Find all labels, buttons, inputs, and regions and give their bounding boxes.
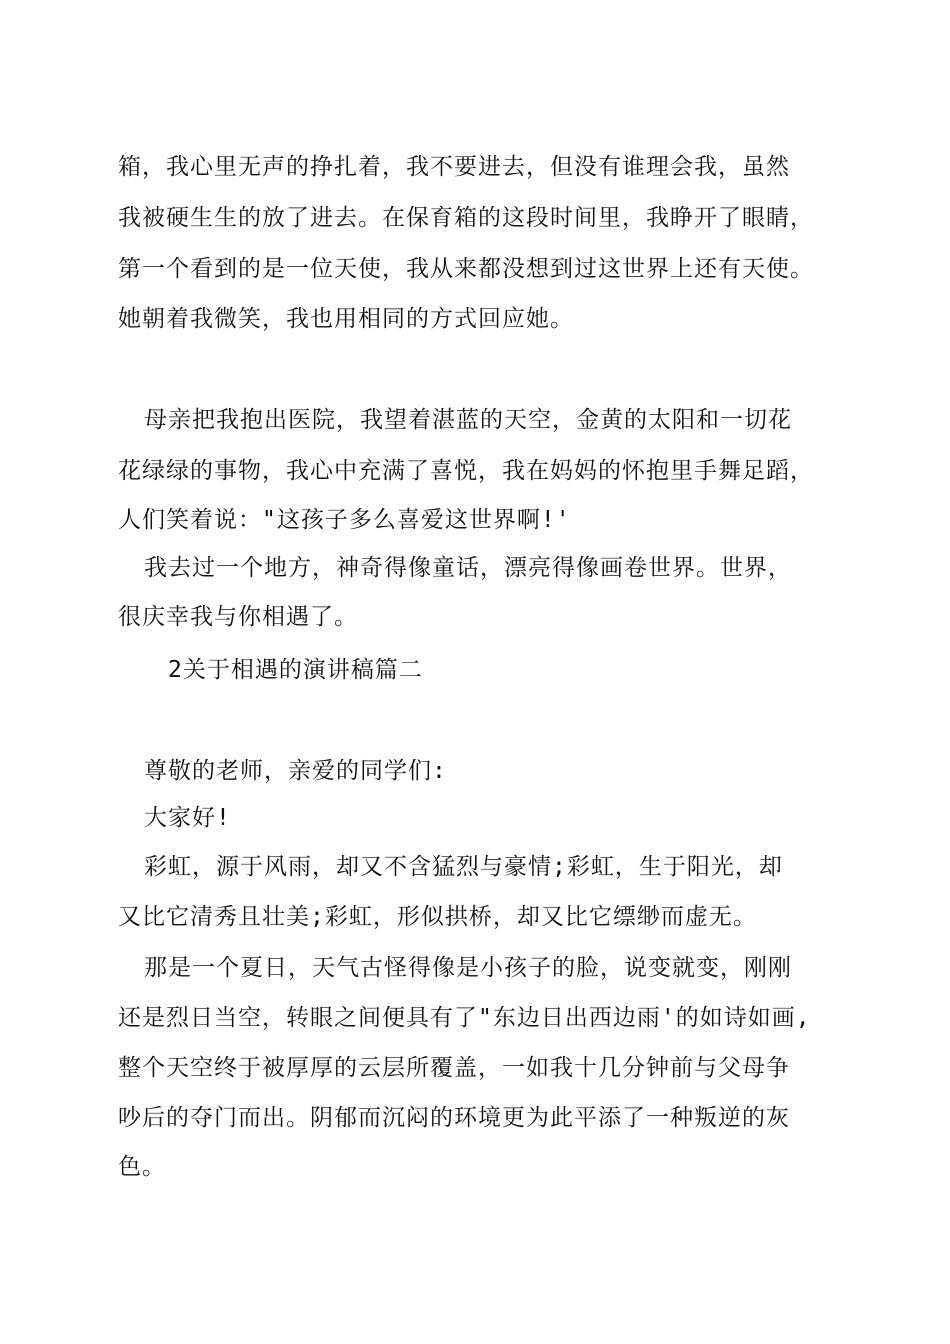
text-line: 吵后的夺门而出。阴郁而沉闷的环境更为此平添了一种叛逆的灰 [118,1105,790,1131]
text-line: 色。 [118,1154,166,1180]
text-line: 那是一个夏日，天气古怪得像是小孩子的脸，说变就变，刚刚 [144,955,792,981]
text-line: 很庆幸我与你相遇了。 [118,604,358,630]
greeting: 大家好! [144,805,231,831]
text-line: 她朝着我微笑，我也用相同的方式回应她。 [118,306,574,332]
text-line: 又比它清秀且壮美;彩虹，形似拱桥，却又比它缥缈而虚无。 [118,904,757,930]
text-line: 人们笑着说："这孩子多么喜爱这世界啊!' [118,507,571,533]
text-line: 母亲把我抱出医院，我望着湛蓝的天空，金黄的太阳和一切花 [144,407,792,433]
section-heading: 2关于相遇的演讲稿篇二 [168,657,423,683]
salutation: 尊敬的老师，亲爱的同学们: [144,758,447,784]
text-line: 箱，我心里无声的挣扎着，我不要进去，但没有谁理会我，虽然 [118,154,790,180]
text-line: 我去过一个地方，神奇得像童话，漂亮得像画卷世界。世界， [144,555,792,581]
text-line: 花绿绿的事物，我心中充满了喜悦，我在妈妈的怀抱里手舞足蹈， [118,458,814,484]
text-line: 还是烈日当空，转眼之间便具有了"东边日出西边雨'的如诗如画, [118,1005,811,1031]
text-line: 整个天空终于被厚厚的云层所覆盖，一如我十几分钟前与父母争 [118,1055,790,1081]
text-line: 第一个看到的是一位天使，我从来都没想到过这世界上还有天使。 [118,256,814,282]
text-line: 彩虹，源于风雨，却又不含猛烈与豪情;彩虹，生于阳光，却 [144,854,783,880]
text-line: 我被硬生生的放了进去。在保育箱的这段时间里，我睁开了眼睛， [118,205,814,231]
